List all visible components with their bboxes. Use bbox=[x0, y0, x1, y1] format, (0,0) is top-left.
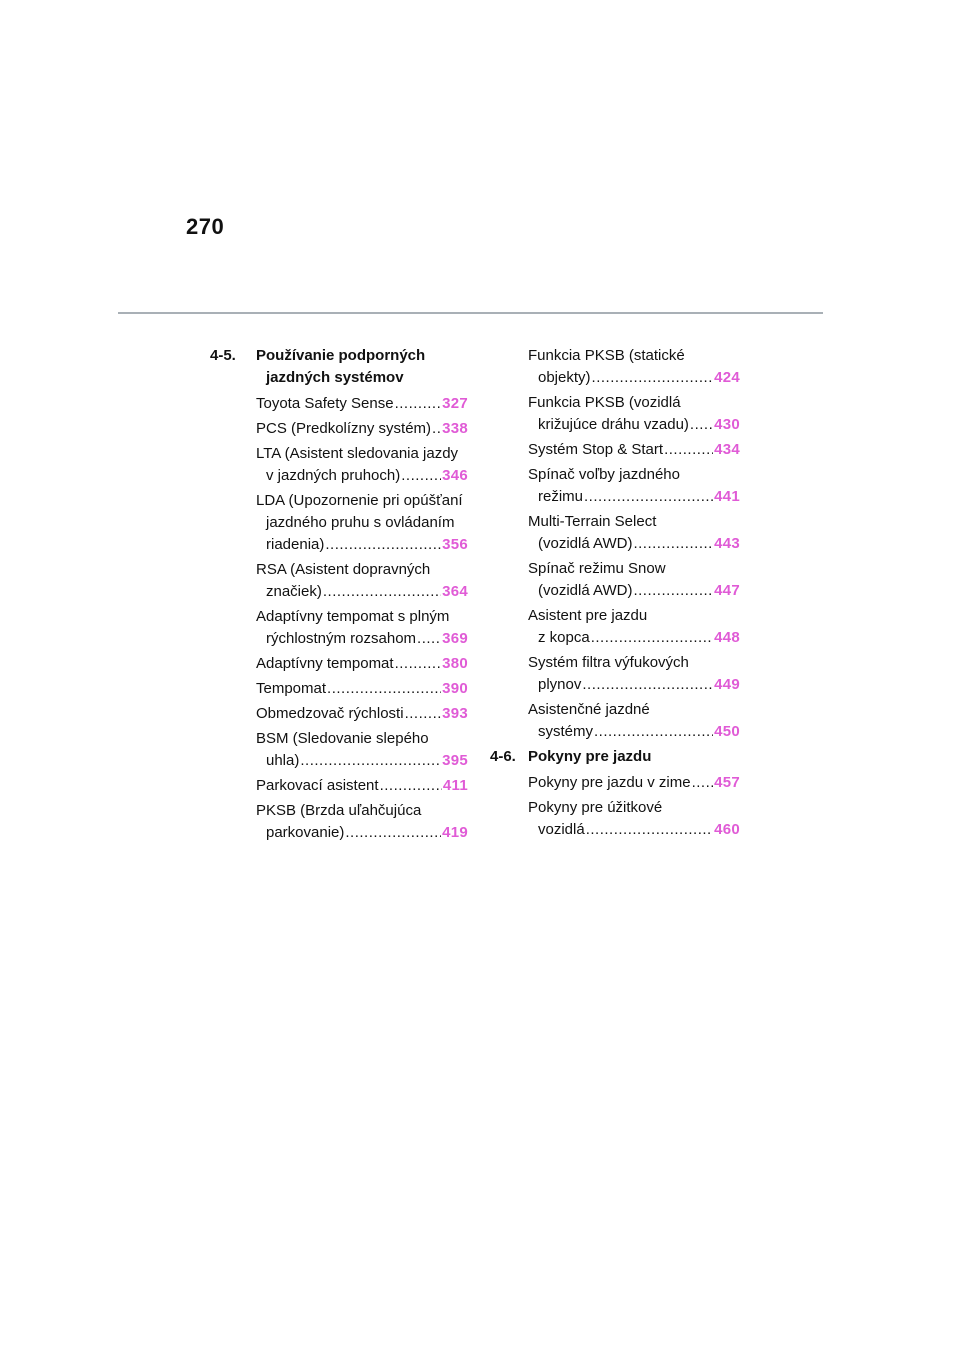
leader-dots bbox=[594, 721, 713, 743]
section-title: Používanie podporných jazdných systémov bbox=[256, 347, 426, 386]
leader-dots bbox=[692, 772, 713, 794]
section-number: 4-5. bbox=[210, 347, 236, 364]
leader-dots bbox=[300, 750, 441, 772]
page-link[interactable]: 380 bbox=[442, 655, 468, 672]
leader-dots bbox=[586, 819, 713, 841]
toc-entry-lda[interactable]: LDA (Upozornenie pri opúšťaní jazdného pruhu s ovládaním riadenia) ..... 356 bbox=[256, 490, 468, 556]
toc-entry-pksb[interactable]: PKSB (Brzda uľahčujúca parkovanie) ..... 419 bbox=[256, 800, 468, 844]
leader-dots bbox=[633, 580, 713, 602]
section-number: 4-6. bbox=[490, 748, 516, 765]
leader-dots bbox=[582, 674, 713, 696]
toc-entry-rsa[interactable]: RSA (Asistent dopravných značiek) ..... 364 bbox=[256, 559, 468, 603]
leader-dots bbox=[405, 703, 442, 725]
toc-right-column bbox=[490, 345, 740, 844]
leader-dots bbox=[591, 627, 713, 649]
page-link[interactable]: 447 bbox=[714, 582, 740, 599]
page-number: 270 bbox=[186, 214, 225, 239]
page-link[interactable]: 449 bbox=[714, 676, 740, 693]
section-heading-4-6 bbox=[490, 746, 740, 768]
toc-entry-speed-limiter[interactable]: Obmedzovač rýchlosti ..... 393 bbox=[256, 703, 468, 725]
page-link[interactable]: 338 bbox=[442, 420, 468, 437]
toc-entry-lta[interactable]: LTA (Asistent sledovania jazdy v jazdných pruhoch) ..... 346 bbox=[256, 443, 468, 487]
leader-dots bbox=[664, 439, 713, 461]
toc-entry-bsm[interactable]: BSM (Sledovanie slepého uhla) ..... 395 bbox=[256, 728, 468, 772]
toc-entry-pcs[interactable]: PCS (Predkolízny systém) ..... 338 bbox=[256, 418, 468, 440]
toc-entry-pksb-static[interactable]: Funkcia PKSB (statické objekty) ..... 424 bbox=[528, 345, 740, 389]
header-divider bbox=[118, 312, 823, 314]
leader-dots bbox=[327, 678, 441, 700]
page-link[interactable]: 390 bbox=[442, 680, 468, 697]
page-link[interactable]: 443 bbox=[714, 535, 740, 552]
page-link[interactable]: 424 bbox=[714, 369, 740, 386]
toc-entry-cruise-control[interactable]: Tempomat ..... 390 bbox=[256, 678, 468, 700]
leader-dots bbox=[417, 628, 441, 650]
toc-entry-parking-assist[interactable]: Parkovací asistent ..... 411 bbox=[256, 775, 468, 797]
toc-entry-downhill-assist[interactable]: Asistent pre jazdu z kopca ..... 448 bbox=[528, 605, 740, 649]
page-link[interactable]: 327 bbox=[442, 395, 468, 412]
toc-entry-driving-assist-systems[interactable]: Asistenčné jazdné systémy ..... 450 bbox=[528, 699, 740, 743]
page-link[interactable]: 460 bbox=[714, 821, 740, 838]
page-link[interactable]: 411 bbox=[442, 777, 468, 794]
toc-entry-adaptive-cruise[interactable]: Adaptívny tempomat ..... 380 bbox=[256, 653, 468, 675]
leader-dots bbox=[401, 465, 441, 487]
toc-entry-exhaust-filter[interactable]: Systém filtra výfukových plynov ..... 449 bbox=[528, 652, 740, 696]
toc-left-column bbox=[210, 345, 468, 847]
leader-dots bbox=[380, 775, 442, 797]
leader-dots bbox=[345, 822, 441, 844]
page-link[interactable]: 346 bbox=[442, 467, 468, 484]
page-link[interactable]: 369 bbox=[442, 630, 468, 647]
leader-dots bbox=[323, 581, 441, 603]
toc-entry-toyota-safety-sense[interactable]: Toyota Safety Sense ..... 327 bbox=[256, 393, 468, 415]
page-link[interactable]: 356 bbox=[442, 536, 468, 553]
page-link[interactable]: 448 bbox=[714, 629, 740, 646]
page-link[interactable]: 441 bbox=[714, 488, 740, 505]
toc-entry-utility-vehicles[interactable]: Pokyny pre úžitkové vozidlá ..... 460 bbox=[528, 797, 740, 841]
leader-dots bbox=[584, 486, 713, 508]
leader-dots bbox=[395, 393, 441, 415]
leader-dots bbox=[325, 534, 441, 556]
leader-dots bbox=[633, 533, 713, 555]
page-link[interactable]: 364 bbox=[442, 583, 468, 600]
leader-dots bbox=[592, 367, 714, 389]
toc-entry-winter-driving[interactable]: Pokyny pre jazdu v zime ..... 457 bbox=[528, 772, 740, 794]
leader-dots bbox=[395, 653, 441, 675]
page-link[interactable]: 419 bbox=[442, 824, 468, 841]
page-link[interactable]: 393 bbox=[442, 705, 468, 722]
toc-entry-pksb-rear-cross[interactable]: Funkcia PKSB (vozidlá križujúce dráhu vzadu) ..... 430 bbox=[528, 392, 740, 436]
toc-entry-snow-mode[interactable]: Spínač režimu Snow (vozidlá AWD) ..... 447 bbox=[528, 558, 740, 602]
page-link[interactable]: 450 bbox=[714, 723, 740, 740]
toc-entry-multi-terrain[interactable]: Multi-Terrain Select (vozidlá AWD) ..... 443 bbox=[528, 511, 740, 555]
toc-entry-drive-mode-switch[interactable]: Spínač voľby jazdného režimu ..... 441 bbox=[528, 464, 740, 508]
page-link[interactable]: 430 bbox=[714, 416, 740, 433]
toc-entry-adaptive-cruise-full-range[interactable]: Adaptívny tempomat s plným rýchlostným rozsahom ..... 369 bbox=[256, 606, 468, 650]
section-title: Pokyny pre jazdu bbox=[528, 748, 652, 765]
leader-dots bbox=[432, 418, 441, 440]
leader-dots bbox=[690, 414, 713, 436]
page-link[interactable]: 395 bbox=[442, 752, 468, 769]
toc-entry-stop-start[interactable]: Systém Stop & Start ..... 434 bbox=[528, 439, 740, 461]
page-link[interactable]: 434 bbox=[714, 441, 740, 458]
section-heading-4-5 bbox=[210, 345, 468, 389]
page-link[interactable]: 457 bbox=[714, 774, 740, 791]
